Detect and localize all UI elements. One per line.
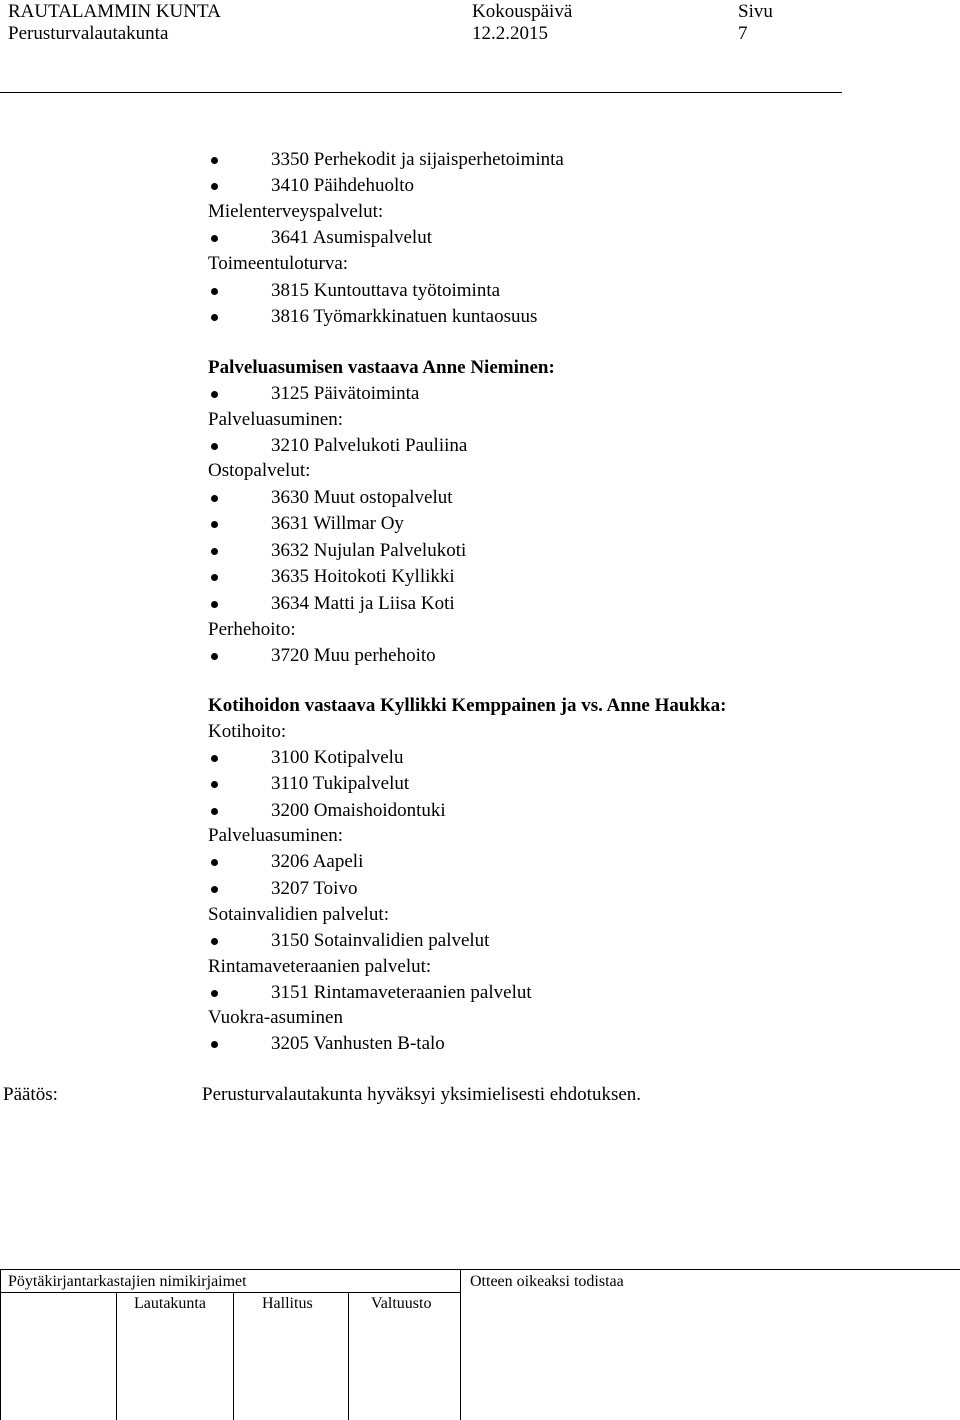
subheading: Ostopalvelut: — [208, 460, 311, 481]
footer-divider — [116, 1292, 117, 1420]
body-label-board: Lautakunta — [134, 1295, 206, 1312]
bullet-icon — [211, 574, 218, 581]
list-item: 3815 Kuntouttava työtoiminta — [271, 280, 501, 301]
bullet-icon — [211, 521, 218, 528]
bullet-icon — [211, 808, 218, 815]
subheading: Perhehoito: — [208, 619, 296, 640]
meeting-date: 12.2.2015 — [472, 23, 548, 44]
subheading: Mielenterveyspalvelut: — [208, 201, 384, 222]
bullet-icon — [211, 157, 218, 164]
list-item: 3816 Työmarkkinatuen kuntaosuus — [271, 306, 538, 327]
list-item: 3206 Aapeli — [271, 851, 364, 872]
page-label: Sivu — [738, 1, 773, 22]
list-item: 3410 Päihdehuolto — [271, 175, 415, 196]
subheading: Kotihoito: — [208, 721, 287, 742]
bullet-icon — [211, 990, 218, 997]
bullet-icon — [211, 235, 218, 242]
footer-divider — [460, 1269, 461, 1420]
list-item: 3630 Muut ostopalvelut — [271, 487, 453, 508]
body-label-government: Hallitus — [262, 1295, 313, 1312]
bullet-icon — [211, 781, 218, 788]
subheading: Palveluasuminen: — [208, 825, 344, 846]
bullet-icon — [211, 938, 218, 945]
board-name: Perusturvalautakunta — [8, 23, 169, 44]
municipality-name: RAUTALAMMIN KUNTA — [8, 1, 221, 22]
bullet-icon — [211, 548, 218, 555]
list-item: 3720 Muu perhehoito — [271, 645, 436, 666]
list-item: 3632 Nujulan Palvelukoti — [271, 540, 467, 561]
bullet-icon — [211, 183, 218, 190]
subheading: Toimeentuloturva: — [208, 253, 349, 274]
list-item: 3150 Sotainvalidien palvelut — [271, 930, 490, 951]
signatures-label: Pöytäkirjantarkastajien nimikirjaimet — [8, 1273, 247, 1290]
bullet-icon — [211, 288, 218, 295]
bullet-icon — [211, 886, 218, 893]
section-heading: Palveluasumisen vastaava Anne Nieminen: — [208, 357, 555, 378]
bullet-icon — [211, 859, 218, 866]
page-number: 7 — [738, 23, 748, 44]
decision-label: Päätös: — [3, 1084, 58, 1105]
bullet-icon — [211, 601, 218, 608]
bullet-icon — [211, 1041, 218, 1048]
list-item: 3151 Rintamaveteraanien palvelut — [271, 982, 532, 1003]
list-item: 3631 Willmar Oy — [271, 513, 404, 534]
list-item: 3200 Omaishoidontuki — [271, 800, 446, 821]
bullet-icon — [211, 495, 218, 502]
list-item: 3110 Tukipalvelut — [271, 773, 410, 794]
list-item: 3205 Vanhusten B-talo — [271, 1033, 445, 1054]
list-item: 3634 Matti ja Liisa Koti — [271, 593, 455, 614]
subheading: Palveluasuminen: — [208, 409, 344, 430]
footer-divider — [0, 1269, 1, 1420]
bullet-icon — [211, 391, 218, 398]
decision-text: Perusturvalautakunta hyväksyi yksimielisesti ehdotuksen. — [202, 1084, 642, 1105]
subheading: Vuokra-asuminen — [208, 1007, 343, 1028]
list-item: 3350 Perhekodit ja sijaisperhetoiminta — [271, 149, 564, 170]
body-label-council: Valtuusto — [371, 1295, 432, 1312]
bullet-icon — [211, 755, 218, 762]
copy-certification-label: Otteen oikeaksi todistaa — [470, 1273, 624, 1290]
list-item: 3210 Palvelukoti Pauliina — [271, 435, 468, 456]
footer-divider — [233, 1292, 234, 1420]
list-item: 3641 Asumispalvelut — [271, 227, 432, 248]
bullet-icon — [211, 653, 218, 660]
meeting-date-label: Kokouspäivä — [472, 1, 573, 22]
footer-mid-rule — [0, 1292, 460, 1293]
subheading: Rintamaveteraanien palvelut: — [208, 956, 432, 977]
bullet-icon — [211, 314, 218, 321]
list-item: 3125 Päivätoiminta — [271, 383, 420, 404]
subheading: Sotainvalidien palvelut: — [208, 904, 389, 925]
bullet-icon — [211, 443, 218, 450]
list-item: 3100 Kotipalvelu — [271, 747, 404, 768]
header-rule — [0, 92, 842, 93]
list-item: 3207 Toivo — [271, 878, 358, 899]
section-heading: Kotihoidon vastaava Kyllikki Kemppainen ja vs. Anne Haukka: — [208, 695, 727, 716]
footer-divider — [348, 1292, 349, 1420]
footer-top-rule — [0, 1269, 960, 1270]
list-item: 3635 Hoitokoti Kyllikki — [271, 566, 455, 587]
